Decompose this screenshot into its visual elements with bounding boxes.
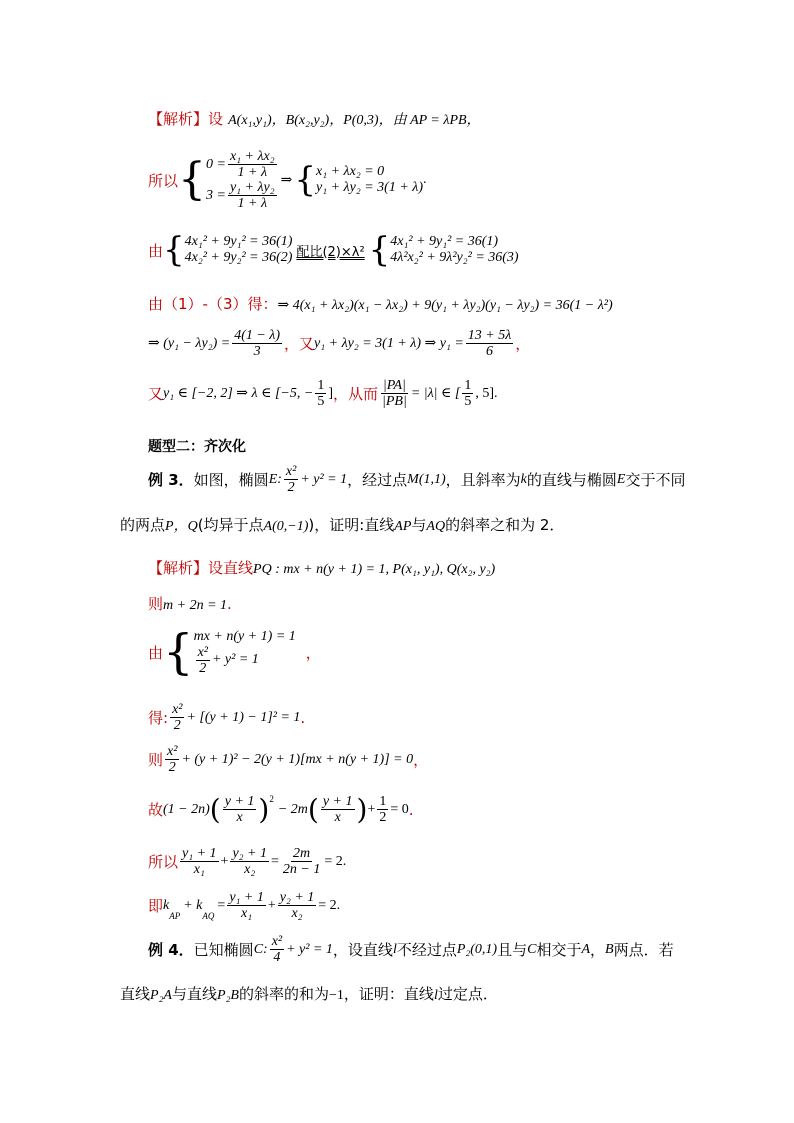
- example-3-line-2: 的两点P，Q(均异于点A(0,−1))，证明:直线AP与AQ的斜率之和为 2．: [120, 516, 565, 534]
- section-heading: 题型二：齐次化: [148, 439, 246, 455]
- example-3-label: 例 3．: [148, 471, 194, 489]
- solution-3-line-6: 故 (1 − 2n) ( $\frac{y + 1}{x}$ ) $^2$ − 2m ( $\frac{y + 1}{x}$ ) + $\frac{1}{2}$ = 0 .: [148, 792, 414, 826]
- solution-3-line-1: 【解析】设直线PQ : mx + n(y + 1) = 1, P(x₁, y₁), Q(x₂, y₂): [148, 559, 496, 577]
- example-4-line-1: 例 4． 已知椭圆 C: $\frac{\text{x²}}{4}$ + y² = 1 ，设直线 l 不经过点 P₂(0,1) 且与 C 相交于 A ， B 两点．若: [148, 934, 674, 965]
- analysis-line-2: 所以 { 0 = $\frac{\text{x₁ + λx₂}}{1 + \lambda}$ 3 = $\frac{\text{y₁ + λy₂}}{1 + \lambda}$ ⇒ { x₁ + λx₂ = 0 y₁ + λy₂ = 3(1 + λ) .: [148, 149, 427, 211]
- solution-3-label: 【解析】: [148, 559, 209, 577]
- system-3: 4x₁² + 9y₁² = 36(1) 4x₂² + 9y₂² = 36(2): [184, 234, 293, 265]
- analysis-line-6: 又 y₁ ∈ [−2, 2] ⇒ λ ∈ [−5, − $\frac{1}{5}$ ] ，从而 $\frac{|PA|}{|PB|}$ = |λ| ∈ [ $\frac{1}{5}$ , 5].: [148, 378, 498, 409]
- analysis-line-5: ⇒ (y₁ − λy₂) = $\frac{4(1 - \lambda)}{3}$ ，又 y₁ + λy₂ = 3(1 + λ) ⇒ y₁ = $\frac{13 + 5\lambda}{6}$ ，: [148, 328, 531, 359]
- solution-3-line-8: 即 k $_{AP}$ + k $_{AQ}$ = $\frac{\text{y₁ + 1}}{\text{x₁}}$ + $\frac{\text{y₂ + 1}}{\text{x₂}}$ = 2.: [148, 890, 341, 921]
- solution-3-line-5: 则 $\frac{\text{x²}}{2}$ + (y + 1)² − 2(y + 1)[mx + n(y + 1)] = 0 ，: [148, 744, 429, 775]
- analysis-line-4: 由（1）-（3）得：⇒ 4(x₁ + λx₂)(x₁ − λx₂) + 9(y₁ + λy₂)(y₁ − λy₂) = 36(1 − λ²): [148, 295, 613, 313]
- solution-3-line-2: 则m + 2n = 1.: [148, 595, 232, 613]
- solution-3-line-7: 所以 $\frac{\text{y₁ + 1}}{\text{x₁}}$ + $\frac{\text{y₂ + 1}}{\text{x₂}}$ = $\frac{2m}{2n - 1}$ = 2.: [148, 846, 347, 877]
- example-3-line-1: 例 3． 如图，椭圆 E: $\frac{\text{x²}}{2}$ + y² = 1 ，经过点 M(1,1) ，且斜率为 k 的直线与椭圆 E 交于不同: [148, 464, 686, 495]
- analysis-label: 【解析】: [148, 110, 209, 128]
- solution-3-line-3: 由 { mx + n(y + 1) = 1 $\frac{\text{x²}}{2}$ + y² = 1 ，: [148, 624, 321, 680]
- example-4-label: 例 4．: [148, 941, 194, 959]
- system-1: 0 = $\frac{\text{x₁ + λx₂}}{1 + \lambda}$ 3 = $\frac{\text{y₁ + λy₂}}{1 + \lambda}$: [206, 149, 275, 211]
- solution-3-line-4: 得: $\frac{\text{x²}}{2}$ + [(y + 1) − 1]² = 1 .: [148, 702, 306, 733]
- system-2: x₁ + λx₂ = 0 y₁ + λy₂ = 3(1 + λ): [316, 164, 423, 195]
- system-4: 4x₁² + 9y₁² = 36(1) 4λ²x₂² + 9λ²y₂² = 36(3): [390, 234, 519, 265]
- example-4-line-2: 直线P₂A与直线P₂B的斜率的和为−1，证明：直线l过定点．: [120, 985, 498, 1003]
- analysis-line-1: 【解析】设 A(x₁,y₁)，B(x₂,y₂)，P(0,3)，由 AP = λPB，: [148, 110, 481, 128]
- analysis-line-3: 由 { 4x₁² + 9y₁² = 36(1) 4x₂² + 9y₂² = 36(2) 配比(2)×λ² { 4x₁² + 9y₁² = 36(1) 4λ²x₂² + 9λ²y₂² = 36(3): [148, 230, 519, 270]
